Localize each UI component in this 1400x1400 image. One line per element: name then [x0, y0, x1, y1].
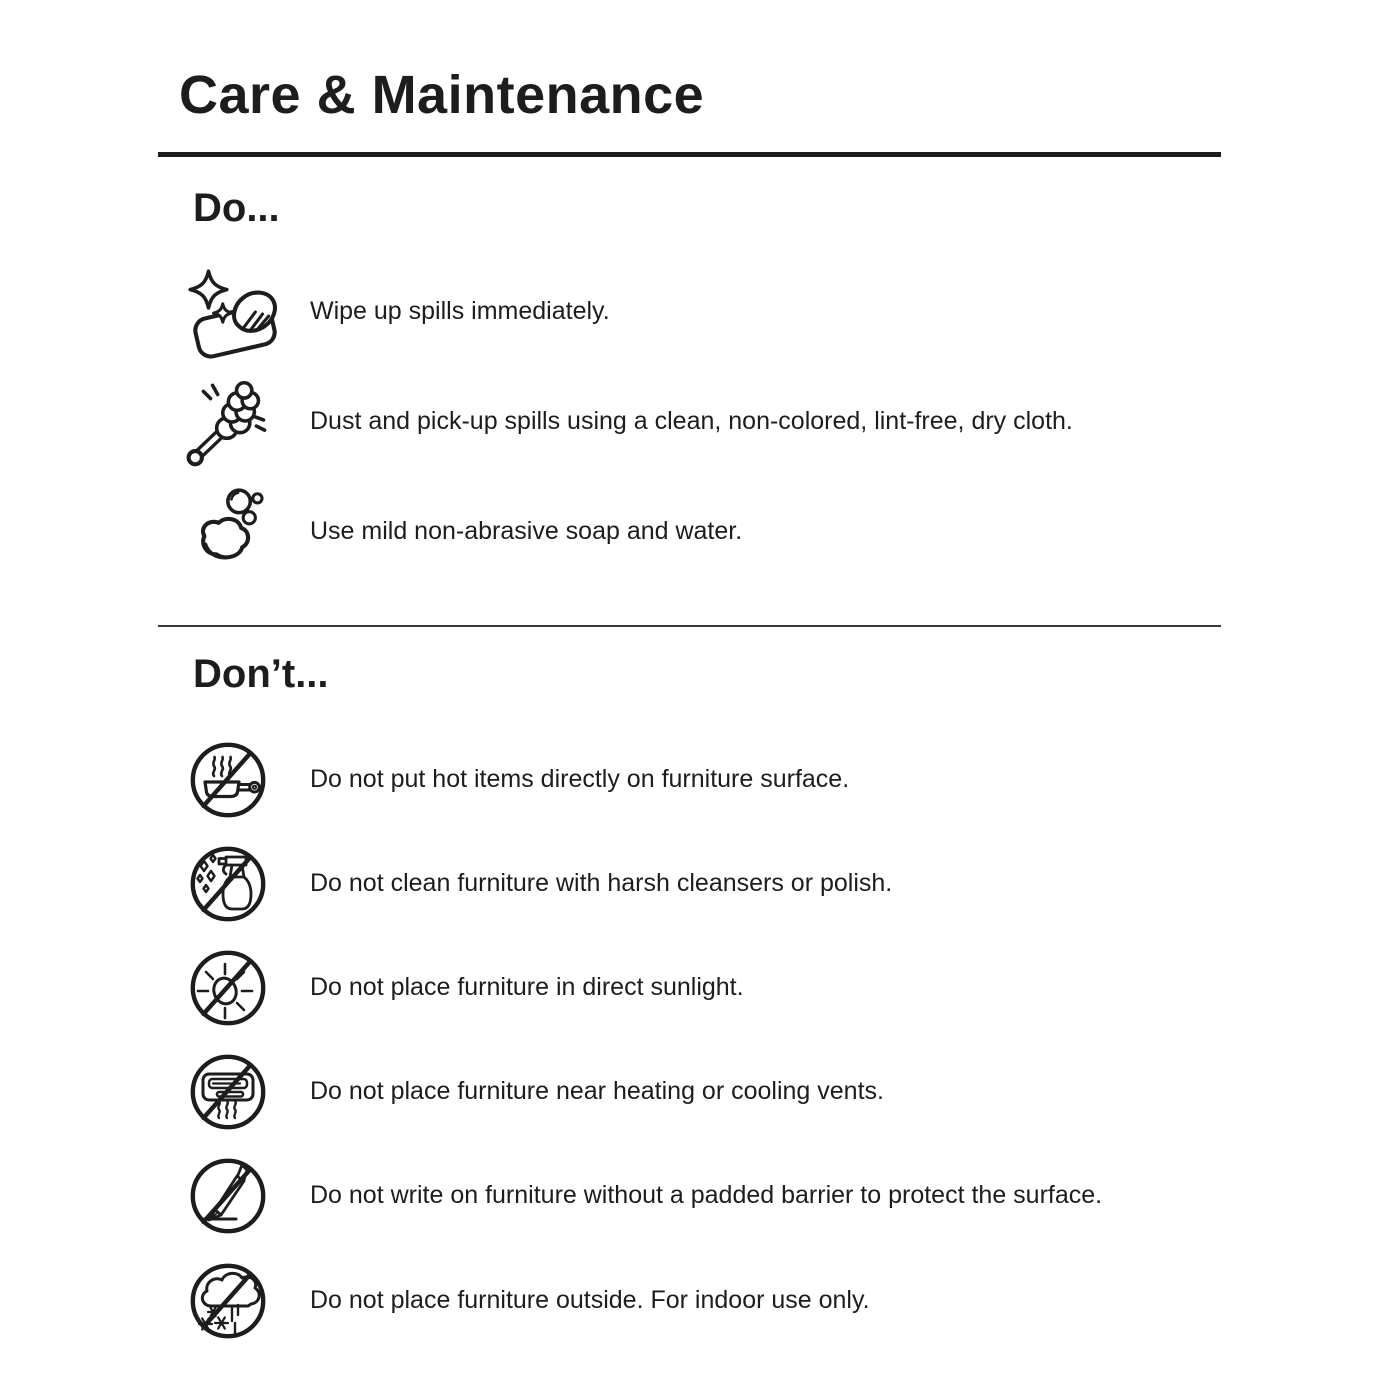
wipe-spills-icon — [158, 265, 310, 359]
dont-item-text: Do not place furniture near heating or cooling vents. — [310, 1077, 884, 1106]
no-direct-sunlight-icon — [158, 948, 310, 1028]
dont-item-text: Do not put hot items directly on furniture surface. — [310, 765, 850, 794]
section-divider — [158, 625, 1221, 627]
no-heating-vents-icon — [158, 1052, 310, 1132]
dont-item-row — [158, 730, 1221, 830]
do-item-row — [158, 482, 1221, 582]
do-section-heading: Do... — [193, 186, 280, 230]
dont-item-row — [158, 834, 1221, 934]
page-title: Care & Maintenance — [179, 65, 705, 125]
dont-item-text: Do not clean furniture with harsh cleansers or polish. — [310, 869, 893, 898]
dont-item-text: Do not place furniture outside. For indoor use only. — [310, 1286, 870, 1315]
no-hot-items-icon — [158, 740, 310, 820]
duster-icon — [158, 375, 310, 469]
soap-bubbles-icon — [158, 485, 310, 579]
no-harsh-cleansers-icon — [158, 844, 310, 924]
dont-section-heading: Don’t... — [193, 652, 329, 696]
do-item-text: Dust and pick-up spills using a clean, non-colored, lint-free, dry cloth. — [310, 407, 1073, 436]
dont-item-text: Do not place furniture in direct sunlight. — [310, 973, 744, 1002]
dont-item-row — [158, 1042, 1221, 1142]
do-item-text: Wipe up spills immediately. — [310, 297, 610, 326]
no-writing-icon — [158, 1156, 310, 1236]
do-item-row — [158, 372, 1221, 472]
do-item-row — [158, 262, 1221, 362]
title-divider — [158, 152, 1221, 157]
dont-item-row — [158, 1146, 1221, 1246]
dont-item-text: Do not write on furniture without a padded barrier to protect the surface. — [310, 1181, 1103, 1210]
dont-item-row — [158, 938, 1221, 1038]
no-outdoor-use-icon — [158, 1261, 310, 1341]
dont-item-row — [158, 1251, 1221, 1351]
do-item-text: Use mild non-abrasive soap and water. — [310, 517, 743, 546]
